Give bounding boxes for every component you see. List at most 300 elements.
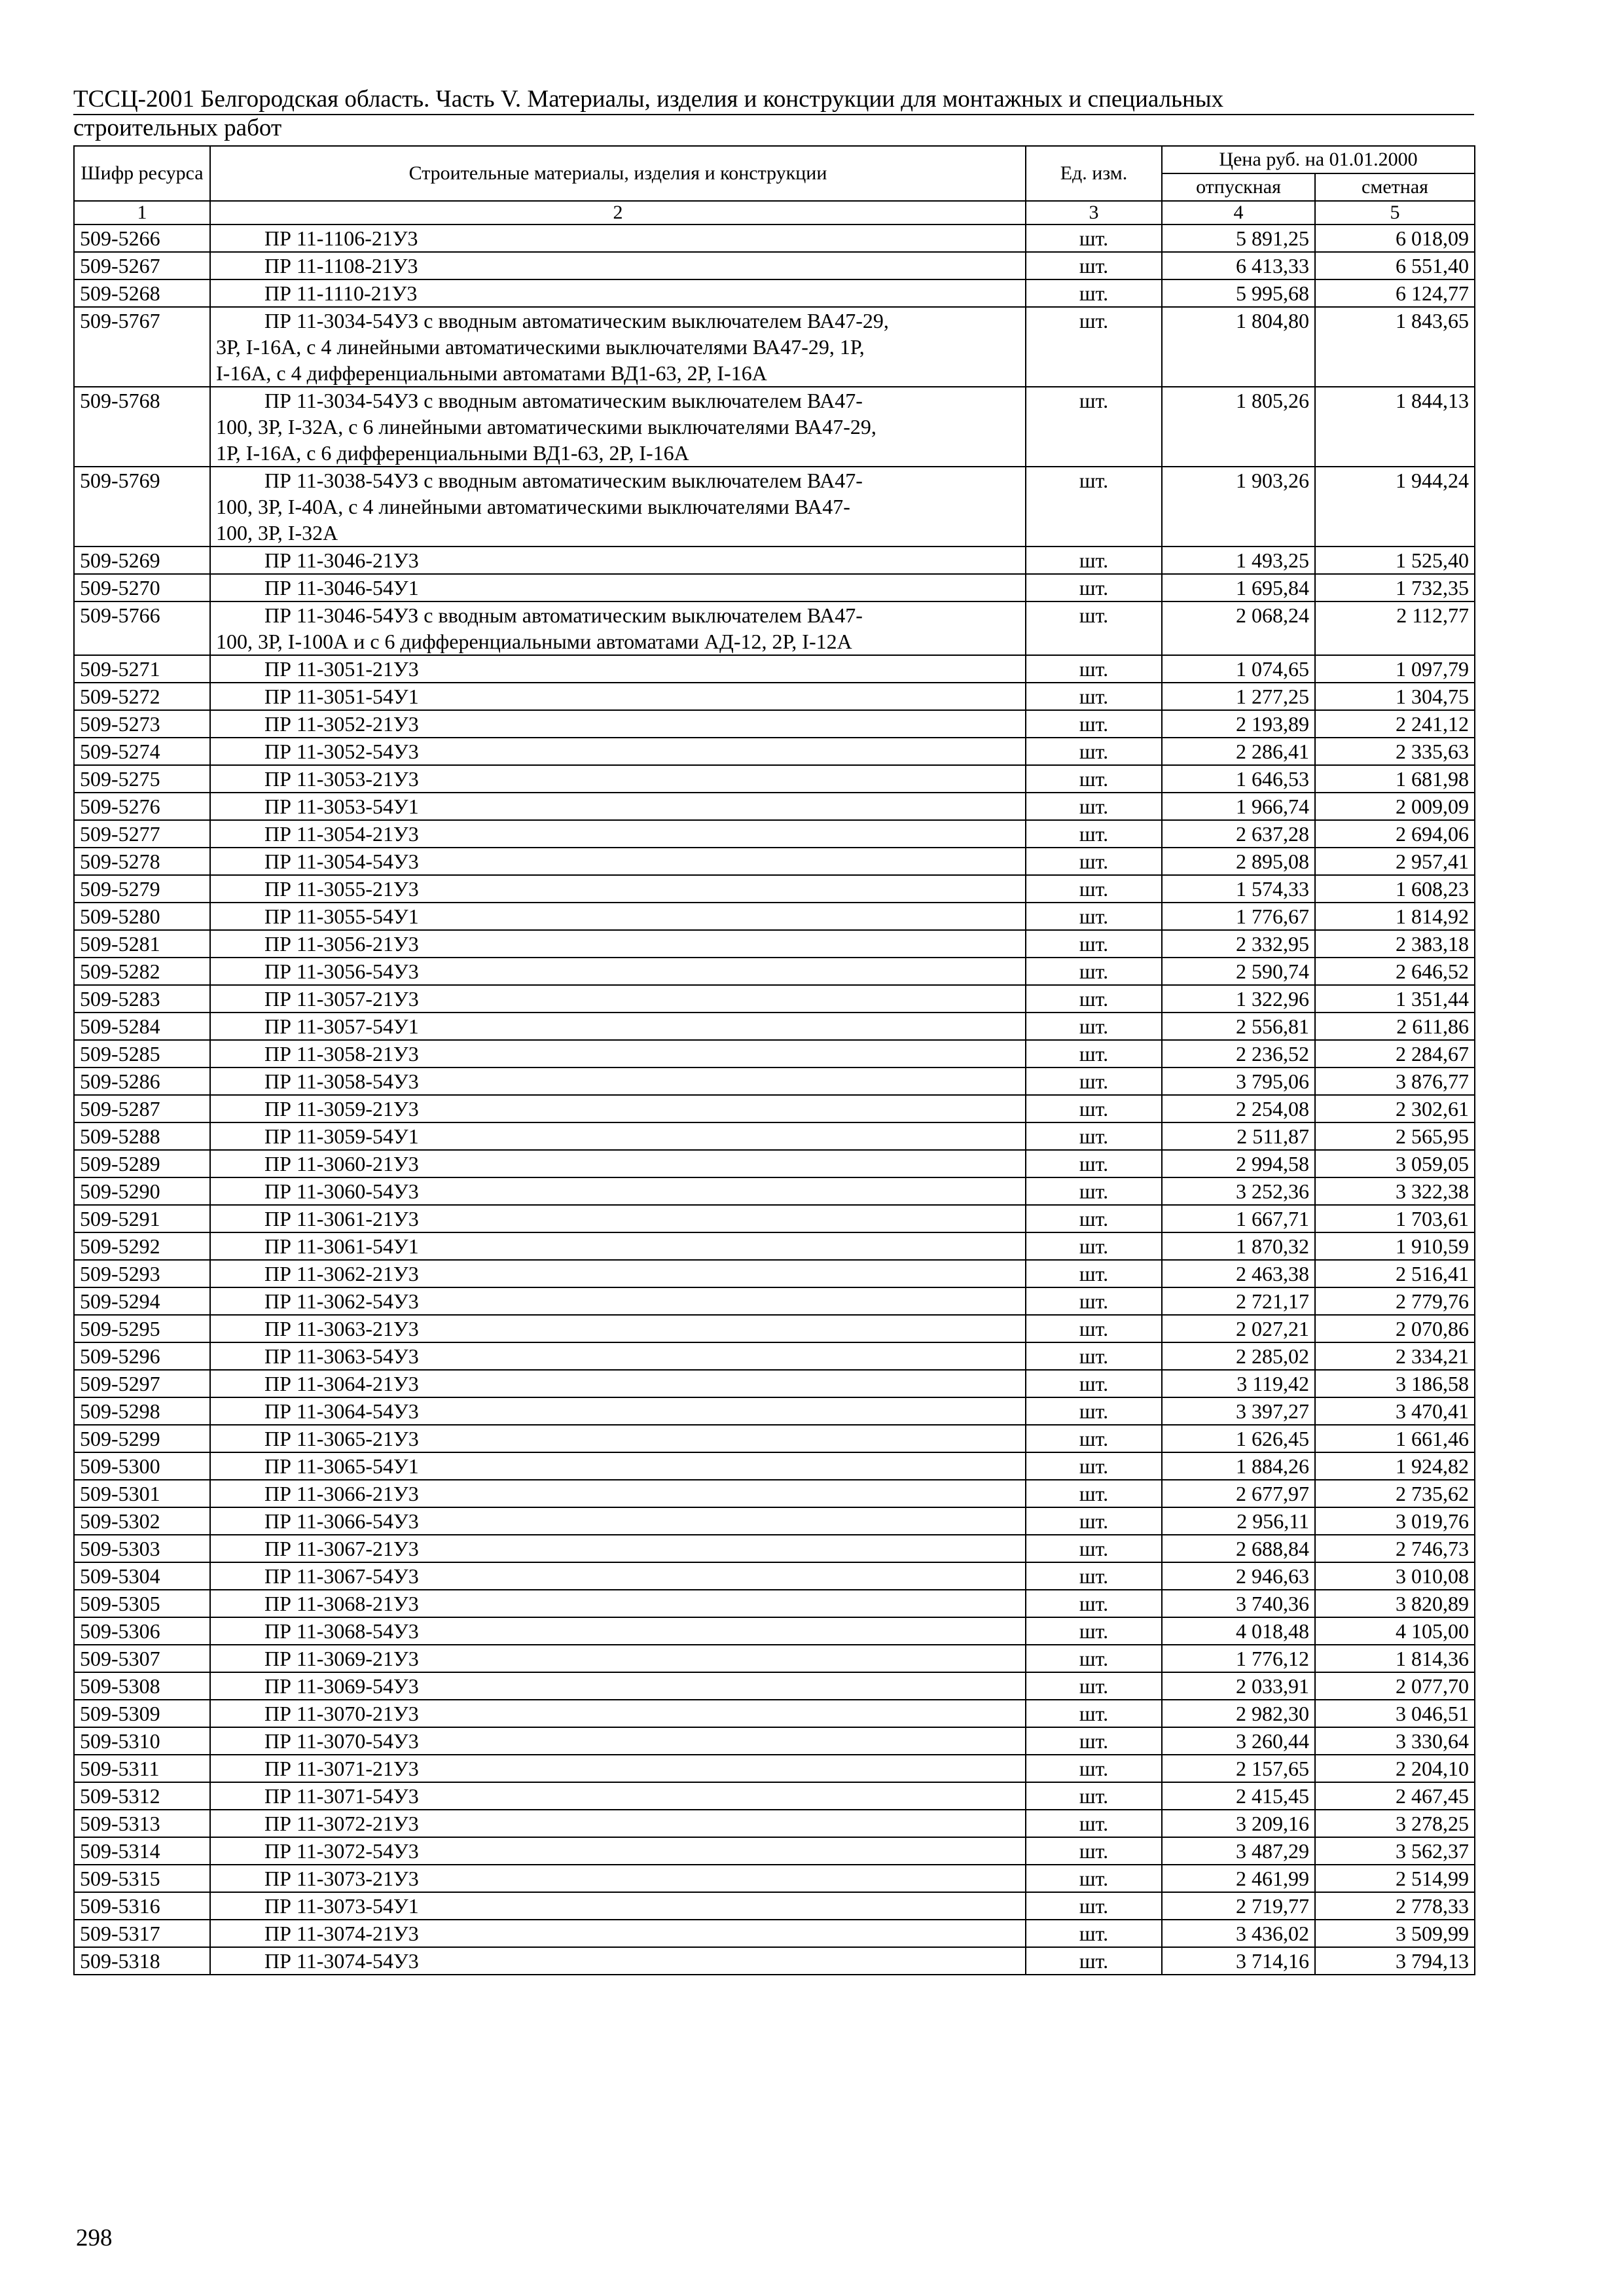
price-release: 3 487,29 [1162, 1837, 1315, 1865]
price-release: 2 415,45 [1162, 1782, 1315, 1810]
material-name: ПР 11-3058-21У3 [210, 1040, 1026, 1067]
price-release: 2 332,95 [1162, 930, 1315, 958]
price-release: 2 511,87 [1162, 1122, 1315, 1150]
unit: шт. [1026, 1095, 1162, 1122]
unit: шт. [1026, 738, 1162, 765]
table-row [74, 1287, 1475, 1315]
material-name: ПР 11-3073-21У3 [210, 1865, 1026, 1892]
resource-code: 509-5279 [74, 875, 210, 903]
price-release: 2 463,38 [1162, 1260, 1315, 1287]
unit: шт. [1026, 1177, 1162, 1205]
material-name-line: 100, 3Р, I-100А и с 6 дифференциальными автоматами АД-12, 2Р, I-12А [216, 630, 852, 653]
material-name: ПР 11-3059-21У3 [210, 1095, 1026, 1122]
resource-code: 509-5291 [74, 1205, 210, 1232]
material-name: ПР 11-3056-54У3 [210, 958, 1026, 985]
price-estimate: 3 046,51 [1315, 1700, 1475, 1727]
table-row [74, 1425, 1475, 1452]
material-name-line: 100, 3Р, I-32А [216, 521, 338, 545]
material-name-line: 1Р, I-16А, с 6 дифференциальными ВД1-63, 2Р, I-16А [216, 441, 689, 465]
material-name: ПР 11-3072-21У3 [210, 1810, 1026, 1837]
price-release: 1 776,67 [1162, 903, 1315, 930]
price-estimate: 2 957,41 [1315, 848, 1475, 875]
price-estimate: 3 322,38 [1315, 1177, 1475, 1205]
unit: шт. [1026, 467, 1162, 547]
unit: шт. [1026, 601, 1162, 655]
resource-code: 509-5769 [74, 467, 210, 547]
unit: шт. [1026, 307, 1162, 387]
price-estimate: 1 608,23 [1315, 875, 1475, 903]
price-release: 1 574,33 [1162, 875, 1315, 903]
price-estimate: 1 097,79 [1315, 655, 1475, 683]
resource-code: 509-5313 [74, 1810, 210, 1837]
price-release: 2 590,74 [1162, 958, 1315, 985]
unit: шт. [1026, 1755, 1162, 1782]
material-name: ПР 11-3070-21У3 [210, 1700, 1026, 1727]
material-name: ПР 11-3058-54У3 [210, 1067, 1026, 1095]
price-release: 2 556,81 [1162, 1013, 1315, 1040]
table-row [74, 710, 1475, 738]
price-estimate: 2 241,12 [1315, 710, 1475, 738]
unit: шт. [1026, 710, 1162, 738]
unit: шт. [1026, 1782, 1162, 1810]
table-row [74, 820, 1475, 848]
material-name: ПР 11-3071-21У3 [210, 1755, 1026, 1782]
table-row [74, 793, 1475, 820]
resource-code: 509-5314 [74, 1837, 210, 1865]
price-estimate: 1 703,61 [1315, 1205, 1475, 1232]
unit: шт. [1026, 930, 1162, 958]
column-numbers-row [74, 201, 1475, 224]
price-estimate: 3 562,37 [1315, 1837, 1475, 1865]
price-estimate: 4 105,00 [1315, 1617, 1475, 1645]
price-release: 1 870,32 [1162, 1232, 1315, 1260]
table-row [74, 1590, 1475, 1617]
price-release: 1 903,26 [1162, 467, 1315, 547]
table-row [74, 1672, 1475, 1700]
material-name: ПР 11-3069-54У3 [210, 1672, 1026, 1700]
unit: шт. [1026, 958, 1162, 985]
unit: шт. [1026, 1810, 1162, 1837]
material-name: ПР 11-3056-21У3 [210, 930, 1026, 958]
unit: шт. [1026, 224, 1162, 252]
table-row [74, 1535, 1475, 1562]
unit: шт. [1026, 1040, 1162, 1067]
unit: шт. [1026, 1865, 1162, 1892]
price-estimate: 1 814,92 [1315, 903, 1475, 930]
unit: шт. [1026, 1232, 1162, 1260]
resource-code: 509-5277 [74, 820, 210, 848]
resource-code: 509-5768 [74, 387, 210, 467]
material-name: ПР 11-3063-21У3 [210, 1315, 1026, 1342]
table-body [74, 224, 1475, 1975]
table-row [74, 738, 1475, 765]
price-estimate: 3 794,13 [1315, 1947, 1475, 1975]
price-release: 2 895,08 [1162, 848, 1315, 875]
resource-code: 509-5274 [74, 738, 210, 765]
column-number: 2 [210, 201, 1026, 224]
table-row [74, 467, 1475, 547]
table-row [74, 903, 1475, 930]
resource-code: 509-5306 [74, 1617, 210, 1645]
unit: шт. [1026, 1150, 1162, 1177]
price-estimate: 1 681,98 [1315, 765, 1475, 793]
price-release: 1 493,25 [1162, 547, 1315, 574]
unit: шт. [1026, 1425, 1162, 1452]
price-estimate: 3 820,89 [1315, 1590, 1475, 1617]
unit: шт. [1026, 1067, 1162, 1095]
price-estimate: 2 735,62 [1315, 1480, 1475, 1507]
price-estimate: 1 924,82 [1315, 1452, 1475, 1480]
table-row [74, 1645, 1475, 1672]
price-estimate: 6 018,09 [1315, 224, 1475, 252]
table-row [74, 1177, 1475, 1205]
material-name: ПР 11-3052-21У3 [210, 710, 1026, 738]
price-estimate: 2 112,77 [1315, 601, 1475, 655]
unit: шт. [1026, 1727, 1162, 1755]
price-estimate: 2 779,76 [1315, 1287, 1475, 1315]
table-row [74, 1480, 1475, 1507]
resource-code: 509-5271 [74, 655, 210, 683]
table-row [74, 655, 1475, 683]
unit: шт. [1026, 848, 1162, 875]
price-estimate: 3 470,41 [1315, 1397, 1475, 1425]
material-name: ПР 11-1106-21У3 [210, 224, 1026, 252]
resource-code: 509-5275 [74, 765, 210, 793]
unit: шт. [1026, 1590, 1162, 1617]
resource-code: 509-5315 [74, 1865, 210, 1892]
table-row [74, 1040, 1475, 1067]
material-name: ПР 11-3071-54У3 [210, 1782, 1026, 1810]
resource-code: 509-5297 [74, 1370, 210, 1397]
price-release: 2 027,21 [1162, 1315, 1315, 1342]
resource-code: 509-5285 [74, 1040, 210, 1067]
price-release: 1 966,74 [1162, 793, 1315, 820]
resource-code: 509-5290 [74, 1177, 210, 1205]
resource-code: 509-5269 [74, 547, 210, 574]
material-name: ПР 11-3074-54У3 [210, 1947, 1026, 1975]
table-row [74, 279, 1475, 307]
table-row [74, 1232, 1475, 1260]
price-release: 2 946,63 [1162, 1562, 1315, 1590]
price-release: 3 436,02 [1162, 1920, 1315, 1947]
table-row [74, 252, 1475, 279]
unit: шт. [1026, 1947, 1162, 1975]
resource-code: 509-5310 [74, 1727, 210, 1755]
price-release: 3 119,42 [1162, 1370, 1315, 1397]
price-release: 1 804,80 [1162, 307, 1315, 387]
price-release: 1 667,71 [1162, 1205, 1315, 1232]
page-number: 298 [76, 2225, 113, 2251]
header-price-release: отпускная [1162, 173, 1315, 201]
table-row [74, 1562, 1475, 1590]
resource-code: 509-5289 [74, 1150, 210, 1177]
material-name: ПР 11-3066-21У3 [210, 1480, 1026, 1507]
price-release: 2 157,65 [1162, 1755, 1315, 1782]
unit: шт. [1026, 1837, 1162, 1865]
price-estimate: 2 204,10 [1315, 1755, 1475, 1782]
material-name: ПР 11-3060-54У3 [210, 1177, 1026, 1205]
resource-code: 509-5278 [74, 848, 210, 875]
price-release: 1 884,26 [1162, 1452, 1315, 1480]
resource-code: 509-5317 [74, 1920, 210, 1947]
table-row [74, 765, 1475, 793]
price-estimate: 1 661,46 [1315, 1425, 1475, 1452]
price-estimate: 3 876,77 [1315, 1067, 1475, 1095]
table-row [74, 1122, 1475, 1150]
resource-code: 509-5296 [74, 1342, 210, 1370]
unit: шт. [1026, 1700, 1162, 1727]
material-name: ПР 11-3051-54У1 [210, 683, 1026, 710]
table-row [74, 1865, 1475, 1892]
header-title-line1: ТССЦ-2001 Белгородская область. Часть V. Материалы, изделия и конструкции для монтажных и специальных [73, 86, 1474, 115]
resource-code: 509-5316 [74, 1892, 210, 1920]
material-name: ПР 11-3066-54У3 [210, 1507, 1026, 1535]
column-number: 3 [1026, 201, 1162, 224]
table-row [74, 1837, 1475, 1865]
price-estimate: 2 009,09 [1315, 793, 1475, 820]
material-name-line: 100, 3Р, I-32А, с 6 линейными автоматическими выключателями ВА47-29, [216, 415, 876, 439]
unit: шт. [1026, 279, 1162, 307]
resource-code: 509-5309 [74, 1700, 210, 1727]
price-release: 3 260,44 [1162, 1727, 1315, 1755]
price-estimate: 3 059,05 [1315, 1150, 1475, 1177]
unit: шт. [1026, 985, 1162, 1013]
price-estimate: 1 843,65 [1315, 307, 1475, 387]
price-estimate: 3 330,64 [1315, 1727, 1475, 1755]
material-name [210, 601, 1026, 655]
table-row [74, 1067, 1475, 1095]
material-name: ПР 11-3055-21У3 [210, 875, 1026, 903]
material-name: ПР 11-1108-21У3 [210, 252, 1026, 279]
price-estimate: 3 509,99 [1315, 1920, 1475, 1947]
price-estimate: 3 010,08 [1315, 1562, 1475, 1590]
price-release: 1 695,84 [1162, 574, 1315, 601]
table-row [74, 1342, 1475, 1370]
material-name: ПР 11-3051-21У3 [210, 655, 1026, 683]
table-row [74, 1727, 1475, 1755]
material-name: ПР 11-3053-21У3 [210, 765, 1026, 793]
material-name: ПР 11-3059-54У1 [210, 1122, 1026, 1150]
unit: шт. [1026, 1535, 1162, 1562]
price-release: 4 018,48 [1162, 1617, 1315, 1645]
unit: шт. [1026, 1645, 1162, 1672]
table-row [74, 875, 1475, 903]
price-release: 2 285,02 [1162, 1342, 1315, 1370]
material-name: ПР 11-3057-21У3 [210, 985, 1026, 1013]
price-estimate: 2 335,63 [1315, 738, 1475, 765]
material-name-line: I-16А, с 4 дифференциальными автоматами ВД1-63, 2Р, I-16А [216, 361, 767, 385]
material-name: ПР 11-3069-21У3 [210, 1645, 1026, 1672]
material-name: ПР 11-3057-54У1 [210, 1013, 1026, 1040]
material-name: ПР 11-3065-21У3 [210, 1425, 1026, 1452]
price-estimate: 2 070,86 [1315, 1315, 1475, 1342]
resource-code: 509-5281 [74, 930, 210, 958]
price-estimate: 3 186,58 [1315, 1370, 1475, 1397]
price-estimate: 2 694,06 [1315, 820, 1475, 848]
price-release: 1 776,12 [1162, 1645, 1315, 1672]
resource-code: 509-5311 [74, 1755, 210, 1782]
resource-code: 509-5266 [74, 224, 210, 252]
unit: шт. [1026, 1617, 1162, 1645]
material-name-line: ПР 11-3038-54УЗ с вводным автоматическим выключателем ВА47- [264, 469, 863, 492]
price-estimate: 2 284,67 [1315, 1040, 1475, 1067]
price-release: 2 286,41 [1162, 738, 1315, 765]
unit: шт. [1026, 1672, 1162, 1700]
table-row [74, 1095, 1475, 1122]
resource-code: 509-5288 [74, 1122, 210, 1150]
price-estimate: 3 278,25 [1315, 1810, 1475, 1837]
material-name-line: 100, 3Р, I-40А, с 4 линейными автоматическими выключателями ВА47- [216, 495, 850, 518]
table-row [74, 985, 1475, 1013]
material-name: ПР 11-3065-54У1 [210, 1452, 1026, 1480]
table-row [74, 1920, 1475, 1947]
price-release: 5 891,25 [1162, 224, 1315, 252]
price-release: 3 397,27 [1162, 1397, 1315, 1425]
resource-code: 509-5267 [74, 252, 210, 279]
header-price-group: Цена руб. на 01.01.2000 [1162, 146, 1475, 173]
price-estimate: 2 746,73 [1315, 1535, 1475, 1562]
price-release: 2 068,24 [1162, 601, 1315, 655]
column-number: 4 [1162, 201, 1315, 224]
table-row [74, 547, 1475, 574]
unit: шт. [1026, 1122, 1162, 1150]
material-name: ПР 11-3067-54У3 [210, 1562, 1026, 1590]
material-name: ПР 11-3062-21У3 [210, 1260, 1026, 1287]
unit: шт. [1026, 875, 1162, 903]
resource-code: 509-5294 [74, 1287, 210, 1315]
table-row [74, 1617, 1475, 1645]
price-release: 2 677,97 [1162, 1480, 1315, 1507]
unit: шт. [1026, 1892, 1162, 1920]
price-estimate: 2 077,70 [1315, 1672, 1475, 1700]
material-name: ПР 11-3055-54У1 [210, 903, 1026, 930]
material-name: ПР 11-3046-54У1 [210, 574, 1026, 601]
price-release: 2 254,08 [1162, 1095, 1315, 1122]
price-estimate: 1 814,36 [1315, 1645, 1475, 1672]
price-release: 2 033,91 [1162, 1672, 1315, 1700]
material-name [210, 307, 1026, 387]
price-estimate: 2 565,95 [1315, 1122, 1475, 1150]
unit: шт. [1026, 820, 1162, 848]
unit: шт. [1026, 793, 1162, 820]
column-number: 5 [1315, 201, 1475, 224]
resource-code: 509-5292 [74, 1232, 210, 1260]
price-estimate: 6 124,77 [1315, 279, 1475, 307]
price-release: 2 956,11 [1162, 1507, 1315, 1535]
material-name: ПР 11-3061-54У1 [210, 1232, 1026, 1260]
unit: шт. [1026, 574, 1162, 601]
material-name: ПР 11-3074-21У3 [210, 1920, 1026, 1947]
table-row [74, 930, 1475, 958]
price-release: 1 074,65 [1162, 655, 1315, 683]
material-name [210, 387, 1026, 467]
table-row [74, 1755, 1475, 1782]
price-release: 2 637,28 [1162, 820, 1315, 848]
unit: шт. [1026, 547, 1162, 574]
resource-code: 509-5299 [74, 1425, 210, 1452]
price-release: 3 209,16 [1162, 1810, 1315, 1837]
header-name: Строительные материалы, изделия и конструкции [210, 146, 1026, 201]
price-estimate: 2 514,99 [1315, 1865, 1475, 1892]
table-row [74, 1315, 1475, 1342]
price-estimate: 2 516,41 [1315, 1260, 1475, 1287]
table-row [74, 1150, 1475, 1177]
unit: шт. [1026, 903, 1162, 930]
unit: шт. [1026, 1342, 1162, 1370]
price-release: 2 236,52 [1162, 1040, 1315, 1067]
resource-code: 509-5305 [74, 1590, 210, 1617]
table-row [74, 1013, 1475, 1040]
resource-code: 509-5295 [74, 1315, 210, 1342]
unit: шт. [1026, 1205, 1162, 1232]
page-header [73, 86, 1474, 141]
header-code: Шифр ресурса [74, 146, 210, 201]
unit: шт. [1026, 683, 1162, 710]
unit: шт. [1026, 1562, 1162, 1590]
price-release: 2 461,99 [1162, 1865, 1315, 1892]
price-estimate: 3 019,76 [1315, 1507, 1475, 1535]
material-name: ПР 11-3064-54У3 [210, 1397, 1026, 1425]
table-header-row [74, 146, 1475, 173]
price-estimate: 1 944,24 [1315, 467, 1475, 547]
price-estimate: 2 383,18 [1315, 930, 1475, 958]
unit: шт. [1026, 1287, 1162, 1315]
material-name: ПР 11-3062-54У3 [210, 1287, 1026, 1315]
material-name-line: ПР 11-3034-54УЗ с вводным автоматическим выключателем ВА47-29, [264, 309, 889, 332]
material-name [210, 467, 1026, 547]
table-row [74, 601, 1475, 655]
resource-code: 509-5303 [74, 1535, 210, 1562]
material-name: ПР 11-3068-54У3 [210, 1617, 1026, 1645]
unit: шт. [1026, 1920, 1162, 1947]
resource-code: 509-5308 [74, 1672, 210, 1700]
table-row [74, 224, 1475, 252]
resource-code: 509-5270 [74, 574, 210, 601]
resource-code: 509-5301 [74, 1480, 210, 1507]
resource-code: 509-5286 [74, 1067, 210, 1095]
price-release: 1 626,45 [1162, 1425, 1315, 1452]
table-row [74, 1947, 1475, 1975]
price-release: 6 413,33 [1162, 252, 1315, 279]
price-release: 3 252,36 [1162, 1177, 1315, 1205]
table-row [74, 1810, 1475, 1837]
material-name: ПР 11-3072-54У3 [210, 1837, 1026, 1865]
price-release: 3 795,06 [1162, 1067, 1315, 1095]
table-row [74, 1507, 1475, 1535]
table-row [74, 574, 1475, 601]
price-release: 5 995,68 [1162, 279, 1315, 307]
price-release: 1 805,26 [1162, 387, 1315, 467]
resource-code: 509-5300 [74, 1452, 210, 1480]
price-estimate: 1 910,59 [1315, 1232, 1475, 1260]
price-release: 3 714,16 [1162, 1947, 1315, 1975]
resource-code: 509-5268 [74, 279, 210, 307]
table-row [74, 1892, 1475, 1920]
unit: шт. [1026, 1013, 1162, 1040]
table-row [74, 683, 1475, 710]
material-name-line: ПР 11-3046-54УЗ с вводным автоматическим выключателем ВА47- [264, 603, 863, 627]
resource-code: 509-5312 [74, 1782, 210, 1810]
price-estimate: 2 611,86 [1315, 1013, 1475, 1040]
material-name-line: ПР 11-3034-54УЗ с вводным автоматическим выключателем ВА47- [264, 389, 863, 412]
material-name: ПР 11-3070-54У3 [210, 1727, 1026, 1755]
material-name: ПР 11-3061-21У3 [210, 1205, 1026, 1232]
price-estimate: 2 334,21 [1315, 1342, 1475, 1370]
material-name: ПР 11-1110-21У3 [210, 279, 1026, 307]
unit: шт. [1026, 1507, 1162, 1535]
unit: шт. [1026, 1315, 1162, 1342]
price-table [73, 145, 1475, 1975]
